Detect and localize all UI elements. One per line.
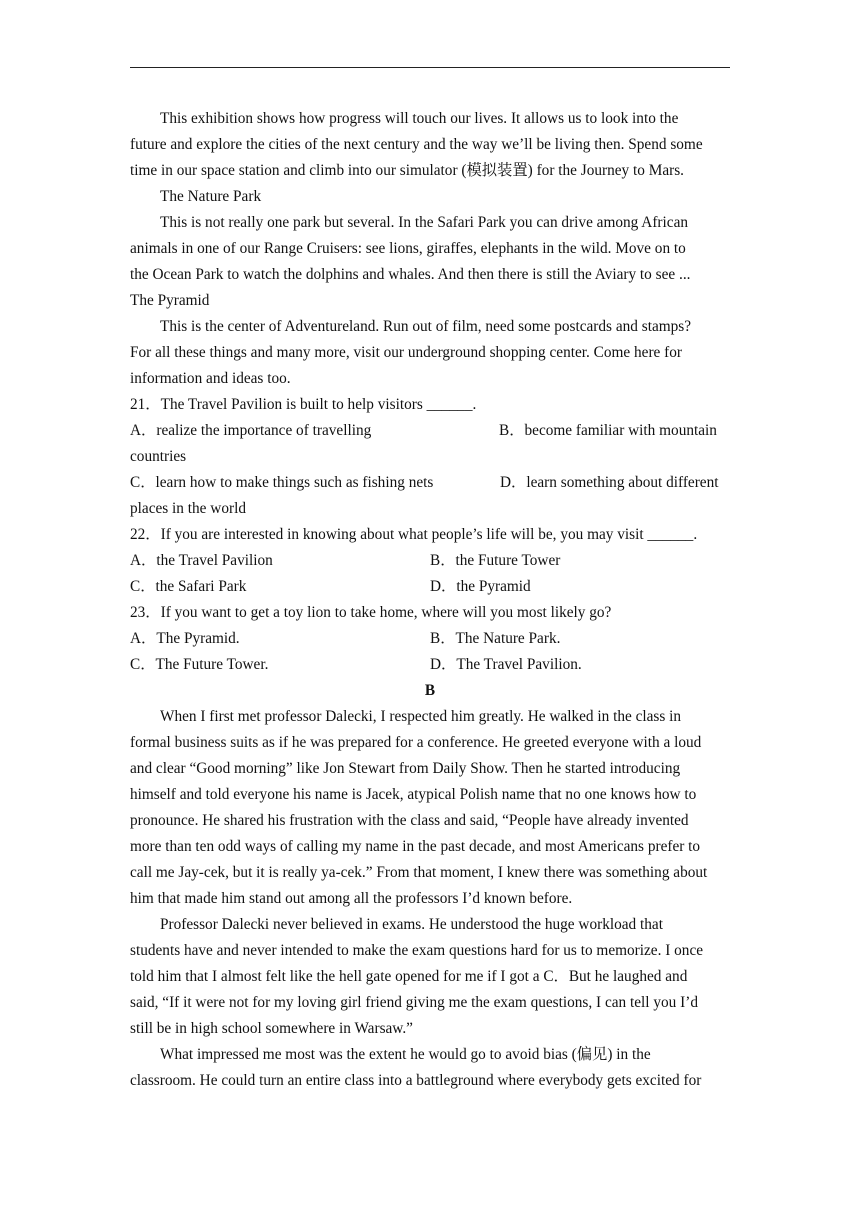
pyramid-paragraph bbox=[130, 314, 730, 392]
option-b: B．become familiar with mountain bbox=[499, 422, 717, 439]
text-line: future and explore the cities of the next century and the way we’ll be living then. Spend some bbox=[130, 136, 703, 153]
option-d: D．The Travel Pavilion. bbox=[430, 656, 582, 673]
question-stem: 23．If you want to get a toy lion to take home, where will you most likely go? bbox=[130, 604, 612, 621]
text-line: When I first met professor Dalecki, I respected him greatly. He walked in the class in bbox=[160, 708, 682, 725]
text-line: time in our space station and climb into our simulator (模拟装置) for the Journey to Mars. bbox=[130, 162, 684, 179]
passage-b-paragraph-1 bbox=[130, 704, 730, 912]
option-a: A．The Pyramid. bbox=[130, 630, 240, 647]
text-line: told him that I almost felt like the hell gate opened for me if I got a C．But he laughed and bbox=[130, 968, 688, 985]
option-c: C．The Future Tower. bbox=[130, 656, 269, 673]
passage-b-paragraph-2 bbox=[130, 912, 730, 1042]
header-rule bbox=[130, 67, 730, 68]
text-line: Professor Dalecki never believed in exams. He understood the huge workload that bbox=[160, 916, 663, 933]
option-row bbox=[130, 470, 730, 496]
question-21 bbox=[130, 392, 730, 522]
text-line: This is not really one park but several. In the Safari Park you can drive among African bbox=[160, 214, 689, 231]
text-line: What impressed me most was the extent he would go to avoid bias (偏见) in the bbox=[160, 1046, 651, 1063]
nature-park-paragraph bbox=[130, 210, 730, 288]
question-23 bbox=[130, 600, 730, 678]
option-row bbox=[130, 652, 730, 678]
text-line: more than ten odd ways of calling my name in the past decade, and most Americans prefer to bbox=[130, 838, 701, 855]
text-line: himself and told everyone his name is Jacek, atypical Polish name that no one knows how to bbox=[130, 786, 697, 803]
option-row bbox=[130, 574, 730, 600]
text-line: pronounce. He shared his frustration with the class and said, “People have already invented bbox=[130, 812, 689, 829]
text-line: said, “If it were not for my loving girl friend giving me the exam questions, I can tell you I’d bbox=[130, 994, 698, 1011]
option-a: A．the Travel Pavilion bbox=[130, 552, 273, 569]
question-22 bbox=[130, 522, 730, 600]
document-body bbox=[130, 106, 730, 1094]
pyramid-heading: The Pyramid bbox=[130, 292, 210, 309]
option-b: B．The Nature Park. bbox=[430, 630, 561, 647]
passage-b-paragraph-3 bbox=[130, 1042, 730, 1094]
text-line: the Ocean Park to watch the dolphins and whales. And then there is still the Aviary to see ... bbox=[130, 266, 691, 283]
option-c: C．the Safari Park bbox=[130, 578, 247, 595]
option-b: B．the Future Tower bbox=[430, 552, 561, 569]
option-d: D．learn something about different bbox=[500, 474, 719, 491]
option-c: C．learn how to make things such as fishing nets bbox=[130, 474, 434, 491]
text-line: information and ideas too. bbox=[130, 370, 291, 387]
text-line: him that made him stand out among all the professors I’d known before. bbox=[130, 890, 573, 907]
question-stem: 22．If you are interested in knowing about what people’s life will be, you may visit ______. bbox=[130, 526, 698, 543]
text-line: formal business suits as if he was prepared for a conference. He greeted everyone with a loud bbox=[130, 734, 702, 751]
future-tower-paragraph bbox=[130, 106, 730, 184]
text-line: and clear “Good morning” like Jon Stewart from Daily Show. Then he started introducing bbox=[130, 760, 681, 777]
question-stem: 21．The Travel Pavilion is built to help visitors ______. bbox=[130, 396, 477, 413]
text-line: call me Jay-cek, but it is really ya-cek.” From that moment, I knew there was something about bbox=[130, 864, 708, 881]
option-row bbox=[130, 626, 730, 652]
nature-park-heading: The Nature Park bbox=[160, 188, 262, 205]
option-b-continuation: countries bbox=[130, 448, 187, 465]
option-d-continuation: places in the world bbox=[130, 500, 246, 517]
text-line: still be in high school somewhere in Warsaw.” bbox=[130, 1020, 413, 1037]
option-row bbox=[130, 548, 730, 574]
option-d: D．the Pyramid bbox=[430, 578, 531, 595]
section-heading: B bbox=[424, 682, 436, 699]
option-row bbox=[130, 418, 730, 444]
text-line: classroom. He could turn an entire class into a battleground where everybody gets excited for bbox=[130, 1072, 702, 1089]
text-line: For all these things and many more, visit our underground shopping center. Come here for bbox=[130, 344, 682, 361]
text-line: This is the center of Adventureland. Run out of film, need some postcards and stamps? bbox=[160, 318, 692, 335]
text-line: This exhibition shows how progress will touch our lives. It allows us to look into the bbox=[160, 110, 679, 127]
option-a: A．realize the importance of travelling bbox=[130, 422, 372, 439]
text-line: animals in one of our Range Cruisers: see lions, giraffes, elephants in the wild. Move on to bbox=[130, 240, 686, 257]
text-line: students have and never intended to make the exam questions hard for us to memorize. I once bbox=[130, 942, 704, 959]
